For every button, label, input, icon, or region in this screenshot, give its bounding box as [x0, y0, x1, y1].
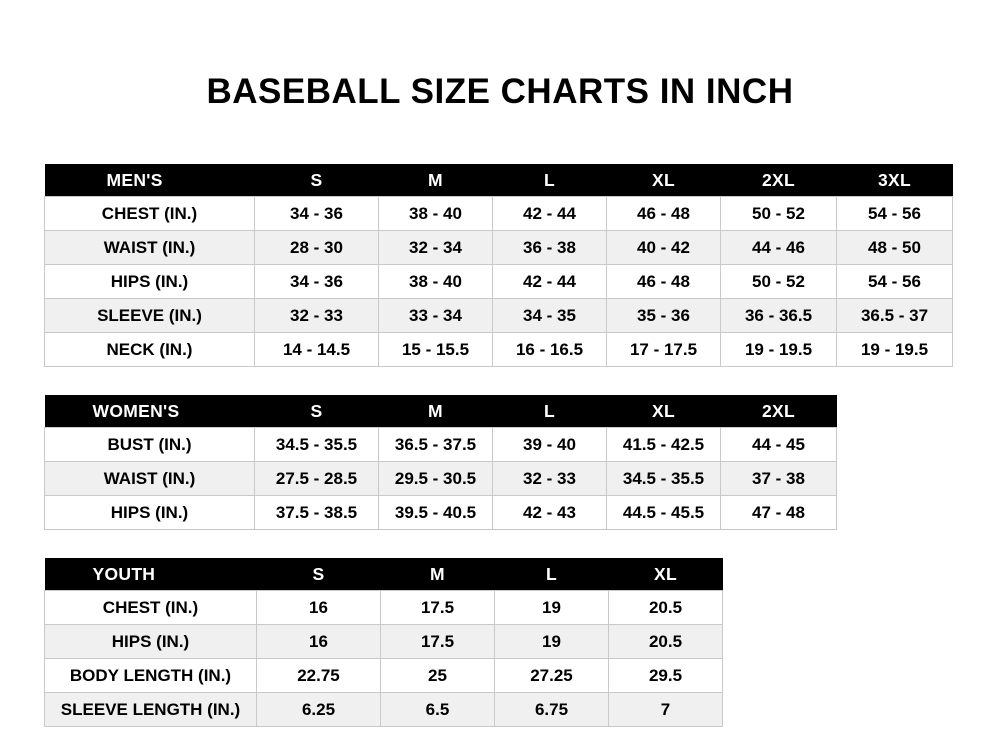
table-cell: 34 - 36 [255, 197, 379, 231]
table-cell: 42 - 44 [493, 197, 607, 231]
table-cell: 46 - 48 [607, 197, 721, 231]
table-cell: 27.5 - 28.5 [255, 462, 379, 496]
column-header: L [493, 164, 607, 197]
column-header: S [257, 558, 381, 591]
table-cell: 20.5 [609, 591, 723, 625]
row-label: SLEEVE (IN.) [45, 299, 255, 333]
table-cell: 32 - 33 [255, 299, 379, 333]
table-cell: 28 - 30 [255, 231, 379, 265]
table-spacer [44, 367, 956, 395]
table-row [45, 231, 953, 265]
table-cell: 20.5 [609, 625, 723, 659]
column-header: YOUTH [45, 558, 257, 591]
column-header: XL [609, 558, 723, 591]
row-label: HIPS (IN.) [45, 496, 255, 530]
column-header: 2XL [721, 164, 837, 197]
table-row [45, 333, 953, 367]
table-row [45, 625, 723, 659]
table-row [45, 299, 953, 333]
table-cell: 37.5 - 38.5 [255, 496, 379, 530]
table-cell: 19 - 19.5 [837, 333, 953, 367]
column-header: M [379, 164, 493, 197]
column-header: S [255, 395, 379, 428]
row-label: NECK (IN.) [45, 333, 255, 367]
table-cell: 17.5 [381, 591, 495, 625]
table-cell: 46 - 48 [607, 265, 721, 299]
table-cell: 50 - 52 [721, 197, 837, 231]
table-cell: 44.5 - 45.5 [607, 496, 721, 530]
table-cell: 40 - 42 [607, 231, 721, 265]
table-cell: 27.25 [495, 659, 609, 693]
table-cell: 17 - 17.5 [607, 333, 721, 367]
table-cell: 50 - 52 [721, 265, 837, 299]
table-cell: 38 - 40 [379, 197, 493, 231]
column-header: WOMEN'S [45, 395, 255, 428]
table-cell: 6.75 [495, 693, 609, 727]
table-row [45, 693, 723, 727]
table-cell: 38 - 40 [379, 265, 493, 299]
column-header: 2XL [721, 395, 837, 428]
table-cell: 37 - 38 [721, 462, 837, 496]
table-cell: 34 - 36 [255, 265, 379, 299]
table-cell: 19 [495, 625, 609, 659]
column-header: L [493, 395, 607, 428]
table-cell: 34.5 - 35.5 [607, 462, 721, 496]
table-row [45, 496, 837, 530]
table-cell: 44 - 46 [721, 231, 837, 265]
column-header: S [255, 164, 379, 197]
table-cell: 19 [495, 591, 609, 625]
table-cell: 35 - 36 [607, 299, 721, 333]
table-cell: 6.25 [257, 693, 381, 727]
table-cell: 19 - 19.5 [721, 333, 837, 367]
table-cell: 41.5 - 42.5 [607, 428, 721, 462]
table-cell: 47 - 48 [721, 496, 837, 530]
table-cell: 34 - 35 [493, 299, 607, 333]
table-cell: 17.5 [381, 625, 495, 659]
table-header-row [45, 558, 723, 591]
table-cell: 42 - 44 [493, 265, 607, 299]
table-cell: 39 - 40 [493, 428, 607, 462]
tables-container [0, 164, 1000, 727]
table-cell: 25 [381, 659, 495, 693]
row-label: WAIST (IN.) [45, 462, 255, 496]
table-cell: 44 - 45 [721, 428, 837, 462]
row-label: HIPS (IN.) [45, 625, 257, 659]
table-header-row [45, 395, 837, 428]
column-header: XL [607, 164, 721, 197]
row-label: BODY LENGTH (IN.) [45, 659, 257, 693]
table-cell: 48 - 50 [837, 231, 953, 265]
table-cell: 16 - 16.5 [493, 333, 607, 367]
table-cell: 54 - 56 [837, 197, 953, 231]
row-label: BUST (IN.) [45, 428, 255, 462]
row-label: HIPS (IN.) [45, 265, 255, 299]
table-cell: 36.5 - 37.5 [379, 428, 493, 462]
table-cell: 7 [609, 693, 723, 727]
table-cell: 54 - 56 [837, 265, 953, 299]
page-title: BASEBALL SIZE CHARTS IN INCH [206, 72, 794, 111]
womens-size-chart [44, 395, 837, 530]
column-header: L [495, 558, 609, 591]
table-cell: 32 - 33 [493, 462, 607, 496]
table-cell: 15 - 15.5 [379, 333, 493, 367]
table-cell: 36.5 - 37 [837, 299, 953, 333]
column-header: XL [607, 395, 721, 428]
row-label: WAIST (IN.) [45, 231, 255, 265]
table-cell: 29.5 [609, 659, 723, 693]
table-row [45, 591, 723, 625]
table-header-row [45, 164, 953, 197]
table-cell: 16 [257, 591, 381, 625]
column-header: MEN'S [45, 164, 255, 197]
table-row [45, 462, 837, 496]
mens-size-chart [44, 164, 953, 367]
table-cell: 16 [257, 625, 381, 659]
column-header: M [379, 395, 493, 428]
table-cell: 36 - 36.5 [721, 299, 837, 333]
table-cell: 6.5 [381, 693, 495, 727]
table-cell: 34.5 - 35.5 [255, 428, 379, 462]
youth-size-chart [44, 558, 723, 727]
table-row [45, 659, 723, 693]
table-row [45, 428, 837, 462]
table-row [45, 197, 953, 231]
table-row [45, 265, 953, 299]
column-header: 3XL [837, 164, 953, 197]
table-cell: 29.5 - 30.5 [379, 462, 493, 496]
table-cell: 42 - 43 [493, 496, 607, 530]
row-label: CHEST (IN.) [45, 591, 257, 625]
table-cell: 14 - 14.5 [255, 333, 379, 367]
table-spacer [44, 530, 956, 558]
row-label: CHEST (IN.) [45, 197, 255, 231]
column-header: M [381, 558, 495, 591]
table-cell: 22.75 [257, 659, 381, 693]
row-label: SLEEVE LENGTH (IN.) [45, 693, 257, 727]
table-cell: 36 - 38 [493, 231, 607, 265]
table-cell: 39.5 - 40.5 [379, 496, 493, 530]
table-cell: 32 - 34 [379, 231, 493, 265]
table-cell: 33 - 34 [379, 299, 493, 333]
